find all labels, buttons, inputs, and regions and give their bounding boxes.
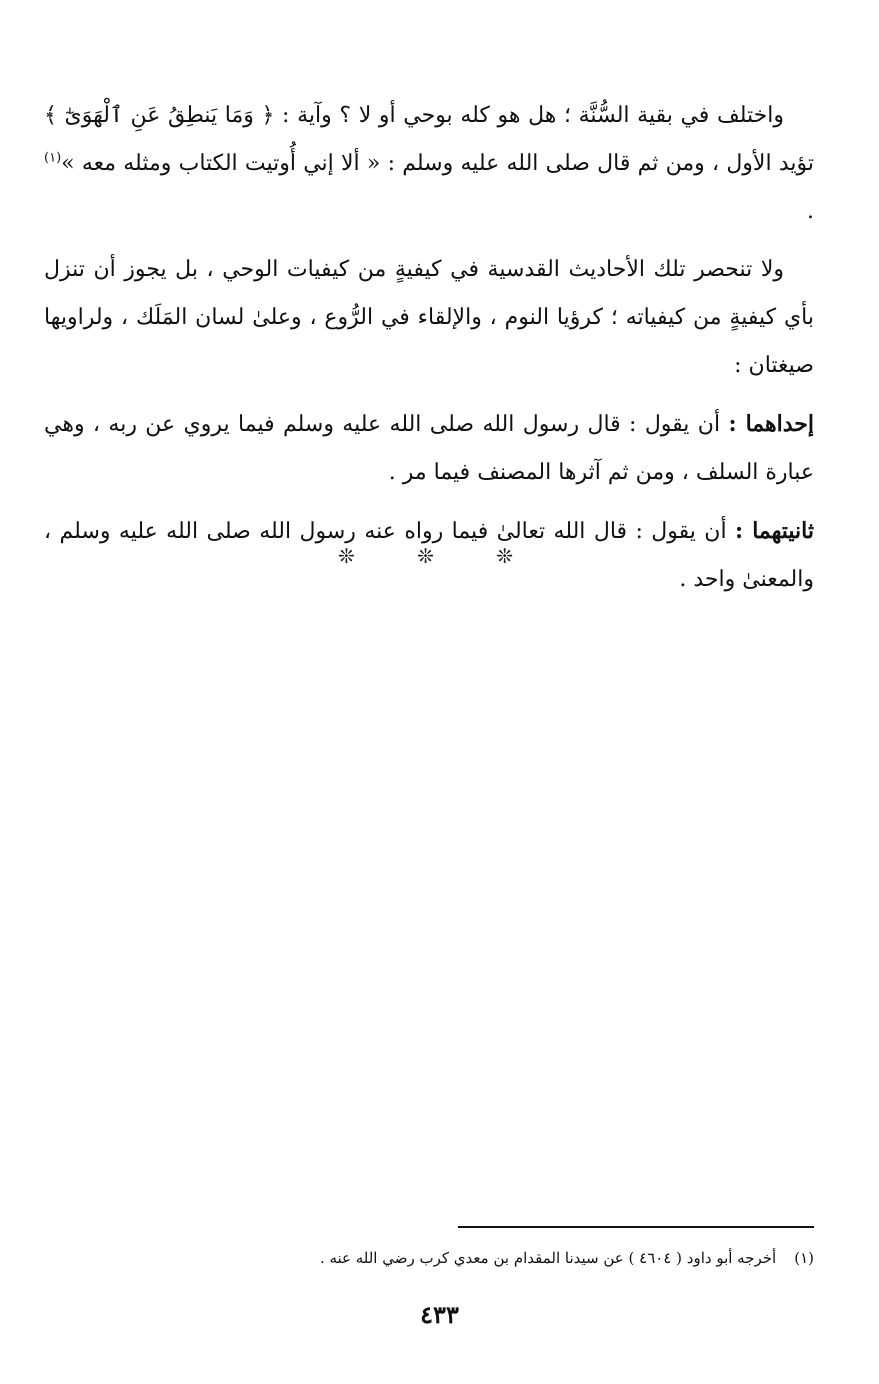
main-text [44,92,814,614]
footnote-reference[interactable]: (١) [44,150,62,166]
footnote-number: (١) [794,1249,814,1267]
paragraph-1-end: . [807,199,814,224]
footnote-divider [458,1226,814,1228]
paragraph-3-text: أن يقول : قال رسول الله صلى الله عليه وسلم فيما يروي عن ربه ، وهي عبارة السلف ، ومن ثم آثرها المصنف فيما مر . [44,412,814,485]
paragraph-2-text: ولا تنحصر تلك الأحاديث القدسية في كيفيةٍ من كيفيات الوحي ، بل يجوز أن تنزل بأي كيفيةٍ من كيفياته ؛ كرؤيا النوم ، والإلقاء في الرُّوع ، وعلىٰ لسان المَلَك ، ولراويها صيغتان : [44,257,814,378]
section-separator: ❊ ❊ ❊ [338,544,541,568]
footnote-text: أخرجه أبو داود ( ٤٦٠٤ ) عن سيدنا المقدام بن معدي كرب رضي الله عنه . [319,1249,777,1267]
footnote [44,1245,814,1271]
page-number: ٤٣٣ [420,1300,459,1329]
paragraph-3-lead: إحداهما : [728,411,814,437]
paragraph-3 [44,400,814,497]
paragraph-4-text: أن يقول : قال الله تعالىٰ فيما رواه عنه رسول الله صلى الله عليه وسلم ، والمعنىٰ واحد . [44,519,814,592]
paragraph-4-lead: ثانيتهما : [735,518,814,544]
paragraph-1 [44,92,814,236]
paragraph-2 [44,246,814,390]
paragraph-1-text: واختلف في بقية السُّنَّة ؛ هل هو كله بوحي أو لا ؟ وآية : ﴿ وَمَا يَنطِقُ عَنِ ٱلْهَوَىٰٓ ﴾ تؤيد الأول ، ومن ثم قال صلى الله عليه وسلم : « ألا إني أُوتيت الكتاب ومثله معه » [44,103,814,176]
